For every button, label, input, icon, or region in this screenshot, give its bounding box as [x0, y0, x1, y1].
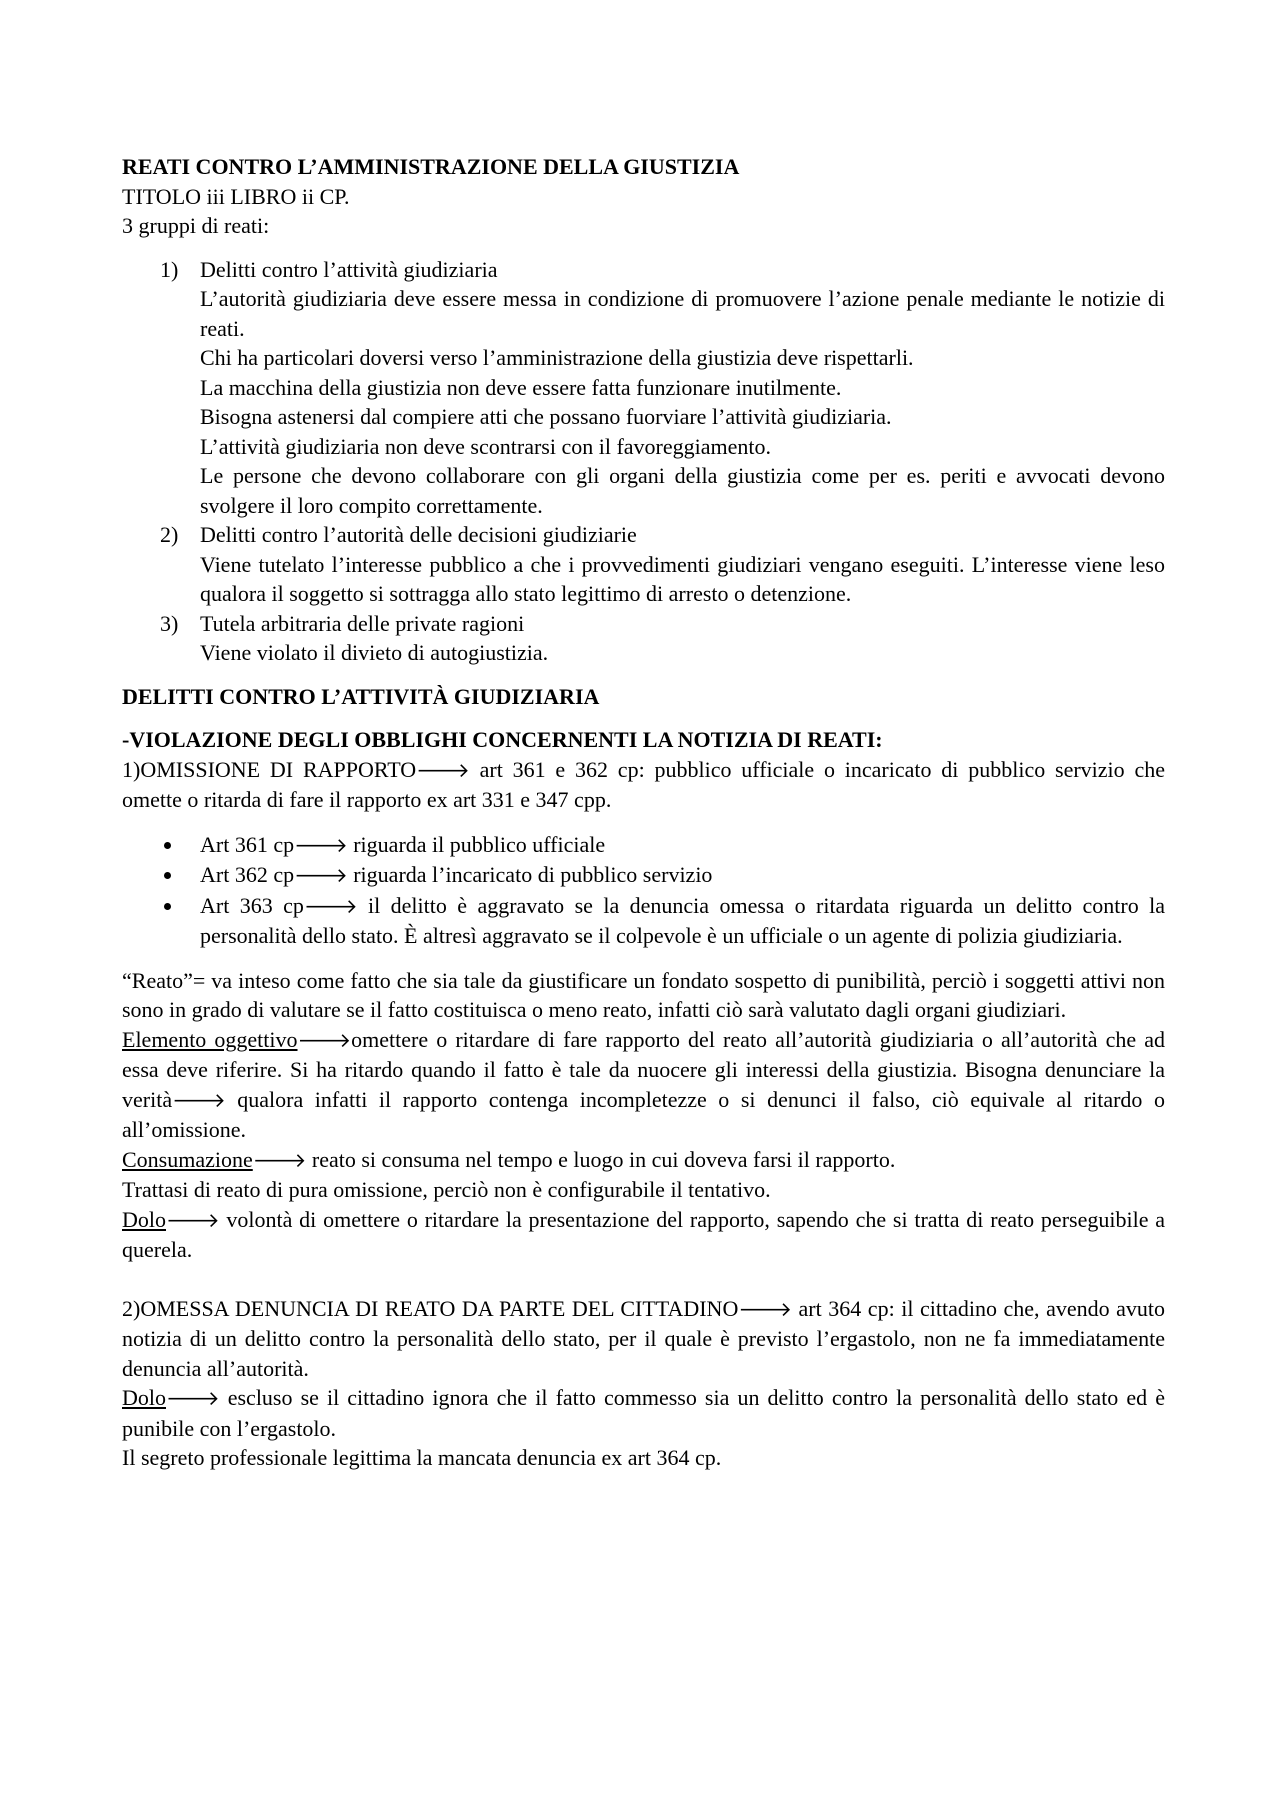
bullet-text: riguarda il pubblico ufficiale [347, 831, 606, 857]
group-line: Chi ha particolari doversi verso l’amministrazione della giustizia deve rispettarli. [200, 345, 914, 370]
list-item [122, 860, 1165, 891]
list-item [122, 830, 1165, 861]
bullet-lead: Art 362 cp [200, 862, 295, 887]
dolo-paragraph-2 [122, 1383, 1165, 1443]
consumazione-paragraph [122, 1145, 1165, 1176]
article-bullets [122, 830, 1165, 951]
dolo-label: Dolo [122, 1206, 166, 1232]
group-line: Le persone che devono collaborare con gli organi della giustizia come per es. periti e avvocati devono svolgere il loro compito correttamente. [200, 463, 1165, 518]
dolo-label: Dolo [122, 1385, 166, 1410]
bullet-lead: Art 363 cp [200, 892, 304, 918]
bullet-icon [122, 860, 200, 891]
bullet-text: riguarda l’incaricato di pubblico servizio [347, 862, 713, 887]
group-line: L’attività giudiziaria non deve scontrarsi con il favoreggiamento. [200, 433, 772, 459]
arrow-right-icon: 🡒 [166, 1386, 220, 1410]
arrow-right-icon: 🡒 [297, 1027, 352, 1052]
omissione-paragraph [122, 755, 1165, 815]
arrow-right-icon: 🡒 [416, 757, 470, 782]
group-line: L’autorità giudiziaria deve essere messa in condizione di promuovere l’azione penale mediante le notizie di reati. [200, 286, 1165, 341]
arrow-right-icon: 🡒 [738, 1296, 792, 1321]
omessa-paragraph [122, 1294, 1165, 1384]
tentativo-paragraph: Trattasi di reato di pura omissione, perciò non è configurabile il tentativo. [122, 1177, 771, 1202]
arrow-right-icon: 🡒 [294, 863, 348, 887]
bullet-lead: Art 361 cp [200, 831, 295, 857]
section-subheading: -VIOLAZIONE DEGLI OBBLIGHI CONCERNENTI LA NOTIZIA DI REATI: [122, 727, 883, 752]
dolo-text: volontà di omettere o ritardare la presentazione del rapporto, sapendo che si tratta di reato perseguibile a querela. [122, 1206, 1165, 1262]
group-number: 3) [160, 610, 179, 636]
elemento-paragraph [122, 1025, 1165, 1145]
group-line: Bisogna astenersi dal compiere atti che possano fuorviare l’attività giudiziaria. [200, 404, 892, 429]
groups-list [122, 255, 1165, 668]
elemento-text: omettere o ritardare di fare rapporto del reato all’autorità giudiziaria o all’autorità che ad essa deve riferire. Si ha ritardo quando il fatto è tale da nuocere gli interessi della giustizia. Bisogna denunciare la verità [122, 1026, 1165, 1112]
omissione-text: art 361 e 362 cp: pubblico ufficiale o incaricato di pubblico servizio che omette o ritarda di fare il rapporto ex art 331 e 347 cpp. [122, 756, 1166, 812]
elemento-label: Elemento oggettivo [122, 1026, 298, 1052]
document-title: REATI CONTRO L’AMMINISTRAZIONE DELLA GIUSTIZIA [122, 154, 740, 179]
list-item [122, 255, 1165, 521]
omessa-lead: 2)OMESSA DENUNCIA DI REATO DA PARTE DEL CITTADINO [122, 1295, 739, 1321]
consumazione-text: reato si consuma nel tempo e luogo in cui doveva farsi il rapporto. [306, 1146, 896, 1172]
list-item [122, 609, 1165, 668]
intro-text: 3 gruppi di reati: [122, 213, 270, 238]
bullet-icon [122, 891, 200, 951]
omissione-lead: 1)OMISSIONE DI RAPPORTO [122, 756, 417, 782]
reato-paragraph: “Reato”= va inteso come fatto che sia tale da giustificare un fondato sospetto di punibilità, perciò i soggetti attivi non sono in grado di valutare se il fatto costituisca o meno reato, infatti ciò sarà valutato dagli organi giudiziari. [122, 967, 1165, 1022]
group-line: Viene violato il divieto di autogiustizia. [200, 640, 549, 665]
list-item [122, 520, 1165, 609]
dolo-text: escluso se il cittadino ignora che il fatto commesso sia un delitto contro la personalità dello stato ed è punibile con l’ergastolo. [122, 1385, 1165, 1441]
arrow-right-icon: 🡒 [294, 832, 348, 857]
bullet-text: il delitto è aggravato se la denuncia omessa o ritardata riguarda un delitto contro la personalità dello stato. È altresì aggravato se il colpevole è un ufficiale o un agente di polizia giudiziaria. [200, 892, 1166, 948]
arrow-right-icon: 🡒 [172, 1087, 226, 1112]
document-body [122, 152, 1165, 1473]
group-number: 2) [160, 522, 179, 547]
consumazione-label: Consumazione [122, 1146, 253, 1172]
group-heading: Delitti contro l’attività giudiziaria [200, 256, 498, 282]
arrow-right-icon: 🡒 [303, 893, 358, 918]
group-line: Viene tutelato l’interesse pubblico a che i provvedimenti giudiziari vengano eseguiti. L’interesse viene leso qualora il soggetto si sottragga allo stato legittimo di arresto o detenzione. [200, 551, 1165, 606]
segreto-paragraph: Il segreto professionale legittima la mancata denuncia ex art 364 cp. [122, 1445, 722, 1470]
bullet-icon [122, 830, 200, 861]
omessa-text: art 364 cp: il cittadino che, avendo avuto notizia di un delitto contro la personalità dello stato, per il quale è previsto l’ergastolo, non ne fa immediatamente denuncia all’autorità. [122, 1295, 1166, 1381]
arrow-right-icon: 🡒 [166, 1207, 220, 1232]
group-heading: Delitti contro l’autorità delle decisioni giudiziarie [200, 522, 637, 547]
group-line: La macchina della giustizia non deve essere fatta funzionare inutilmente. [200, 374, 842, 400]
group-number: 1) [160, 256, 179, 282]
dolo-paragraph [122, 1205, 1165, 1265]
document-subtitle: TITOLO iii LIBRO ii CP. [122, 183, 350, 209]
section-heading: DELITTI CONTRO L’ATTIVITÀ GIUDIZIARIA [122, 683, 600, 709]
list-item [122, 891, 1165, 951]
group-heading: Tutela arbitraria delle private ragioni [200, 610, 525, 636]
arrow-right-icon: 🡒 [252, 1147, 307, 1172]
elemento-text-cont: qualora infatti il rapporto contenga incompletezze o si denunci il falso, ciò equivale al ritardo o all’omissione. [122, 1086, 1165, 1142]
